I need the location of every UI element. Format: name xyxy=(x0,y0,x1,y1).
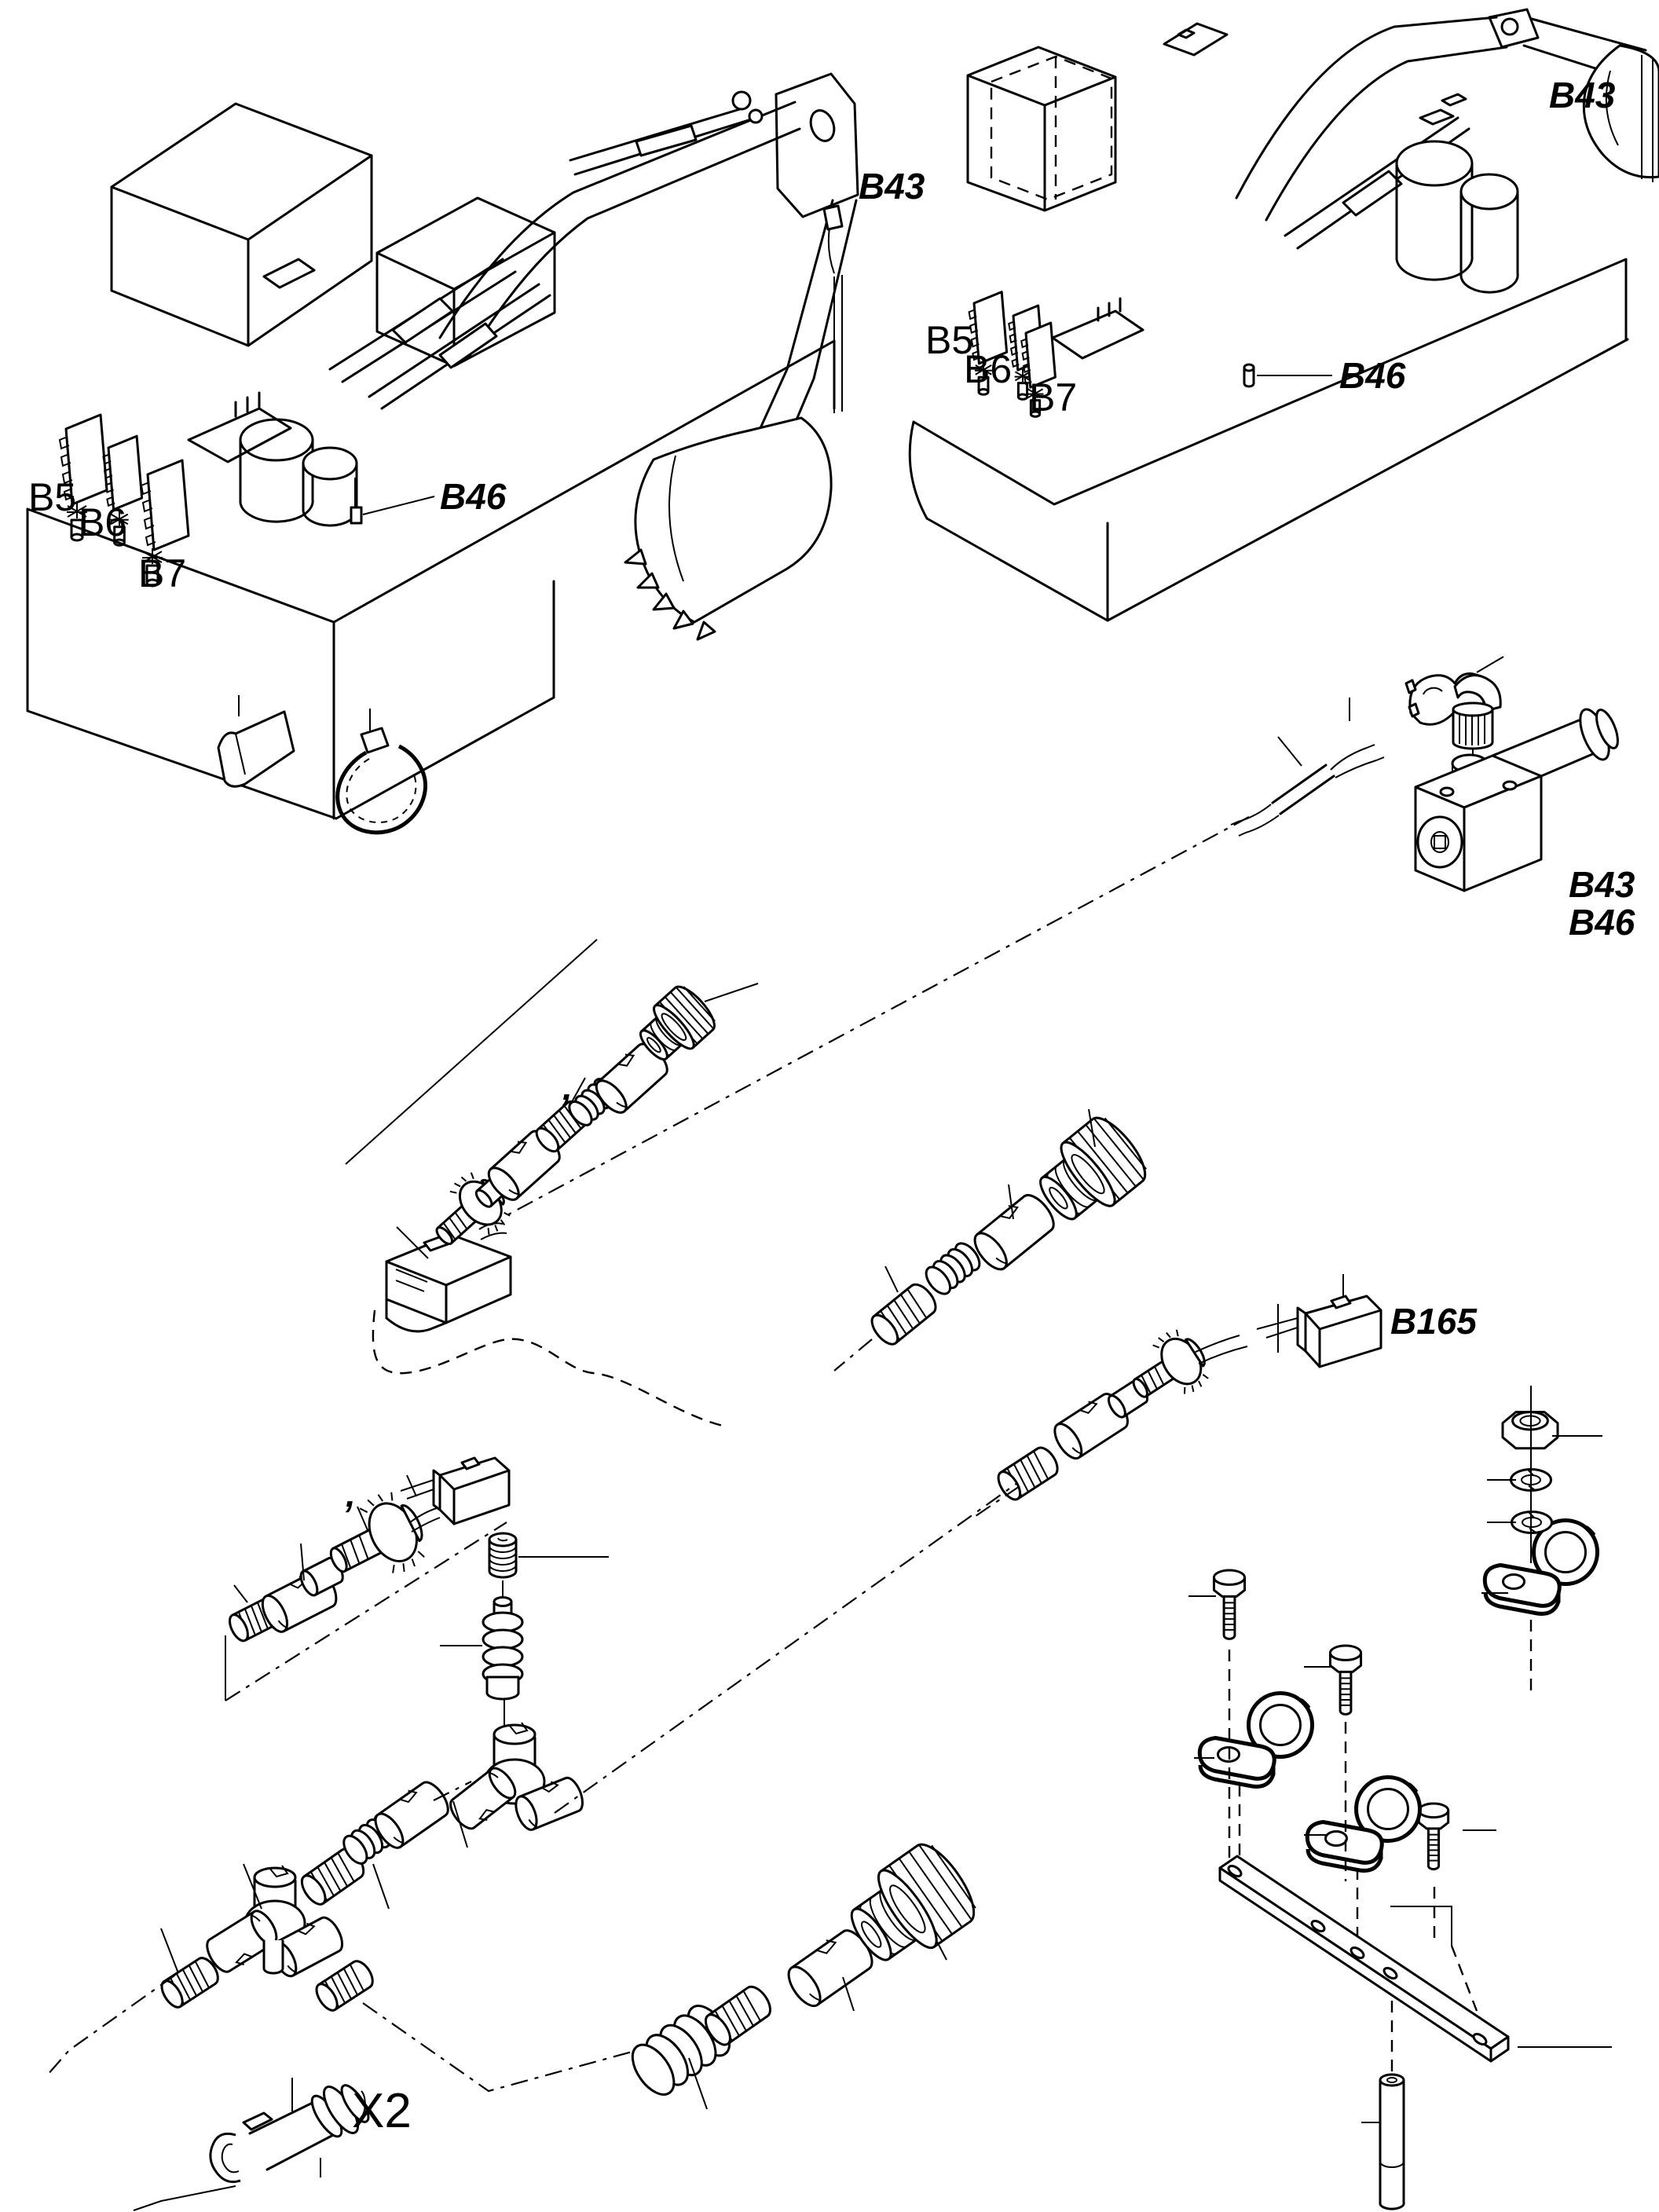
tee2-cluster xyxy=(47,1776,652,2091)
threaded-plug xyxy=(867,1280,941,1348)
label-b46-right: B46 xyxy=(1339,355,1406,396)
spacer-tube xyxy=(1380,2075,1404,2209)
manifold-plate-right xyxy=(1053,298,1143,358)
tee-centerline xyxy=(555,1483,1017,1813)
hex-bolt xyxy=(1214,1570,1244,1639)
connector-chain-b xyxy=(834,1109,1155,1371)
label-b7-right: B7 xyxy=(1029,375,1078,419)
flange-ring xyxy=(211,2133,240,2181)
stray-comma-a: , xyxy=(562,1067,573,1108)
two-wire-cable xyxy=(1231,745,1384,836)
collar-plate xyxy=(244,2113,272,2130)
hatch-handle xyxy=(264,259,314,287)
boom-foot-bracket xyxy=(1164,24,1227,55)
excavator-right-illustration xyxy=(910,9,1659,621)
connector-chain-a xyxy=(346,939,758,1426)
p-clamp xyxy=(1199,1694,1312,1787)
tee-fitting-1 xyxy=(446,1723,587,1834)
label-b165: B165 xyxy=(1390,1301,1477,1342)
hydraulic-pumps xyxy=(240,419,357,526)
spring xyxy=(921,1239,984,1298)
connector-chain-d xyxy=(225,1458,509,1701)
label-valve-b43: B43 xyxy=(1569,864,1635,905)
label-b7-left: B7 xyxy=(138,551,187,595)
cable-gland-nut xyxy=(1453,703,1492,749)
cab-hidden-outline xyxy=(991,57,1111,200)
label-x2: X2 xyxy=(352,2084,412,2138)
p-clamp xyxy=(1485,1521,1597,1614)
hex-bolt xyxy=(1419,1804,1448,1870)
label-valve-b46: B46 xyxy=(1569,902,1635,943)
clip-cylinder xyxy=(968,1188,1060,1274)
label-b46-left: B46 xyxy=(440,476,507,517)
connector-chain-g xyxy=(624,1835,985,2109)
label-b6-right: B6 xyxy=(964,347,1013,391)
two-pin-plug xyxy=(386,1235,511,1331)
pumps-right xyxy=(1397,94,1518,292)
wire-tuft xyxy=(479,1223,507,1240)
cable-tie xyxy=(338,709,426,833)
vertical-stack-tee1 xyxy=(440,1483,1017,1834)
threaded-insert xyxy=(489,1533,516,1577)
p-clamp xyxy=(1307,1778,1419,1871)
sensor-b46-right xyxy=(1244,364,1332,386)
mounting-bar xyxy=(1220,1856,1508,2061)
mounting-hardware xyxy=(1188,1386,1612,2209)
label-b43-left: B43 xyxy=(859,166,925,207)
label-b5-left: B5 xyxy=(28,475,77,519)
rubber-boot xyxy=(483,1598,522,1700)
route-corner xyxy=(1390,1906,1452,1946)
centerline-tail xyxy=(976,1486,1020,1516)
marker-sleeve xyxy=(218,695,294,786)
arm-and-linkage xyxy=(570,92,856,438)
leader-line xyxy=(134,2186,236,2210)
stray-comma-b: , xyxy=(346,1474,356,1514)
leader-lines xyxy=(440,1557,609,1730)
receptacle-b165 xyxy=(1257,1296,1381,1367)
threaded-plug xyxy=(994,1444,1062,1503)
pressure-switch-assembly xyxy=(503,657,1622,1218)
harness-route xyxy=(373,1310,723,1426)
hex-bolt xyxy=(1330,1646,1361,1714)
centerline-tail xyxy=(834,1339,872,1371)
label-b5-right: B5 xyxy=(925,318,974,362)
engine-box xyxy=(112,104,372,346)
centerlines xyxy=(47,1782,652,2091)
boom xyxy=(440,74,858,358)
label-b6-left: B6 xyxy=(79,500,127,544)
receptacle-connector xyxy=(401,1458,509,1524)
label-b43-right: B43 xyxy=(1549,75,1616,115)
connector-chain-b165 xyxy=(976,1274,1381,1516)
valve-body xyxy=(1415,705,1622,891)
sensor-b46-left xyxy=(351,478,434,523)
excavator-left-illustration xyxy=(27,74,858,819)
bulkhead-connector-x2 xyxy=(134,2078,373,2210)
bucket xyxy=(625,418,831,639)
